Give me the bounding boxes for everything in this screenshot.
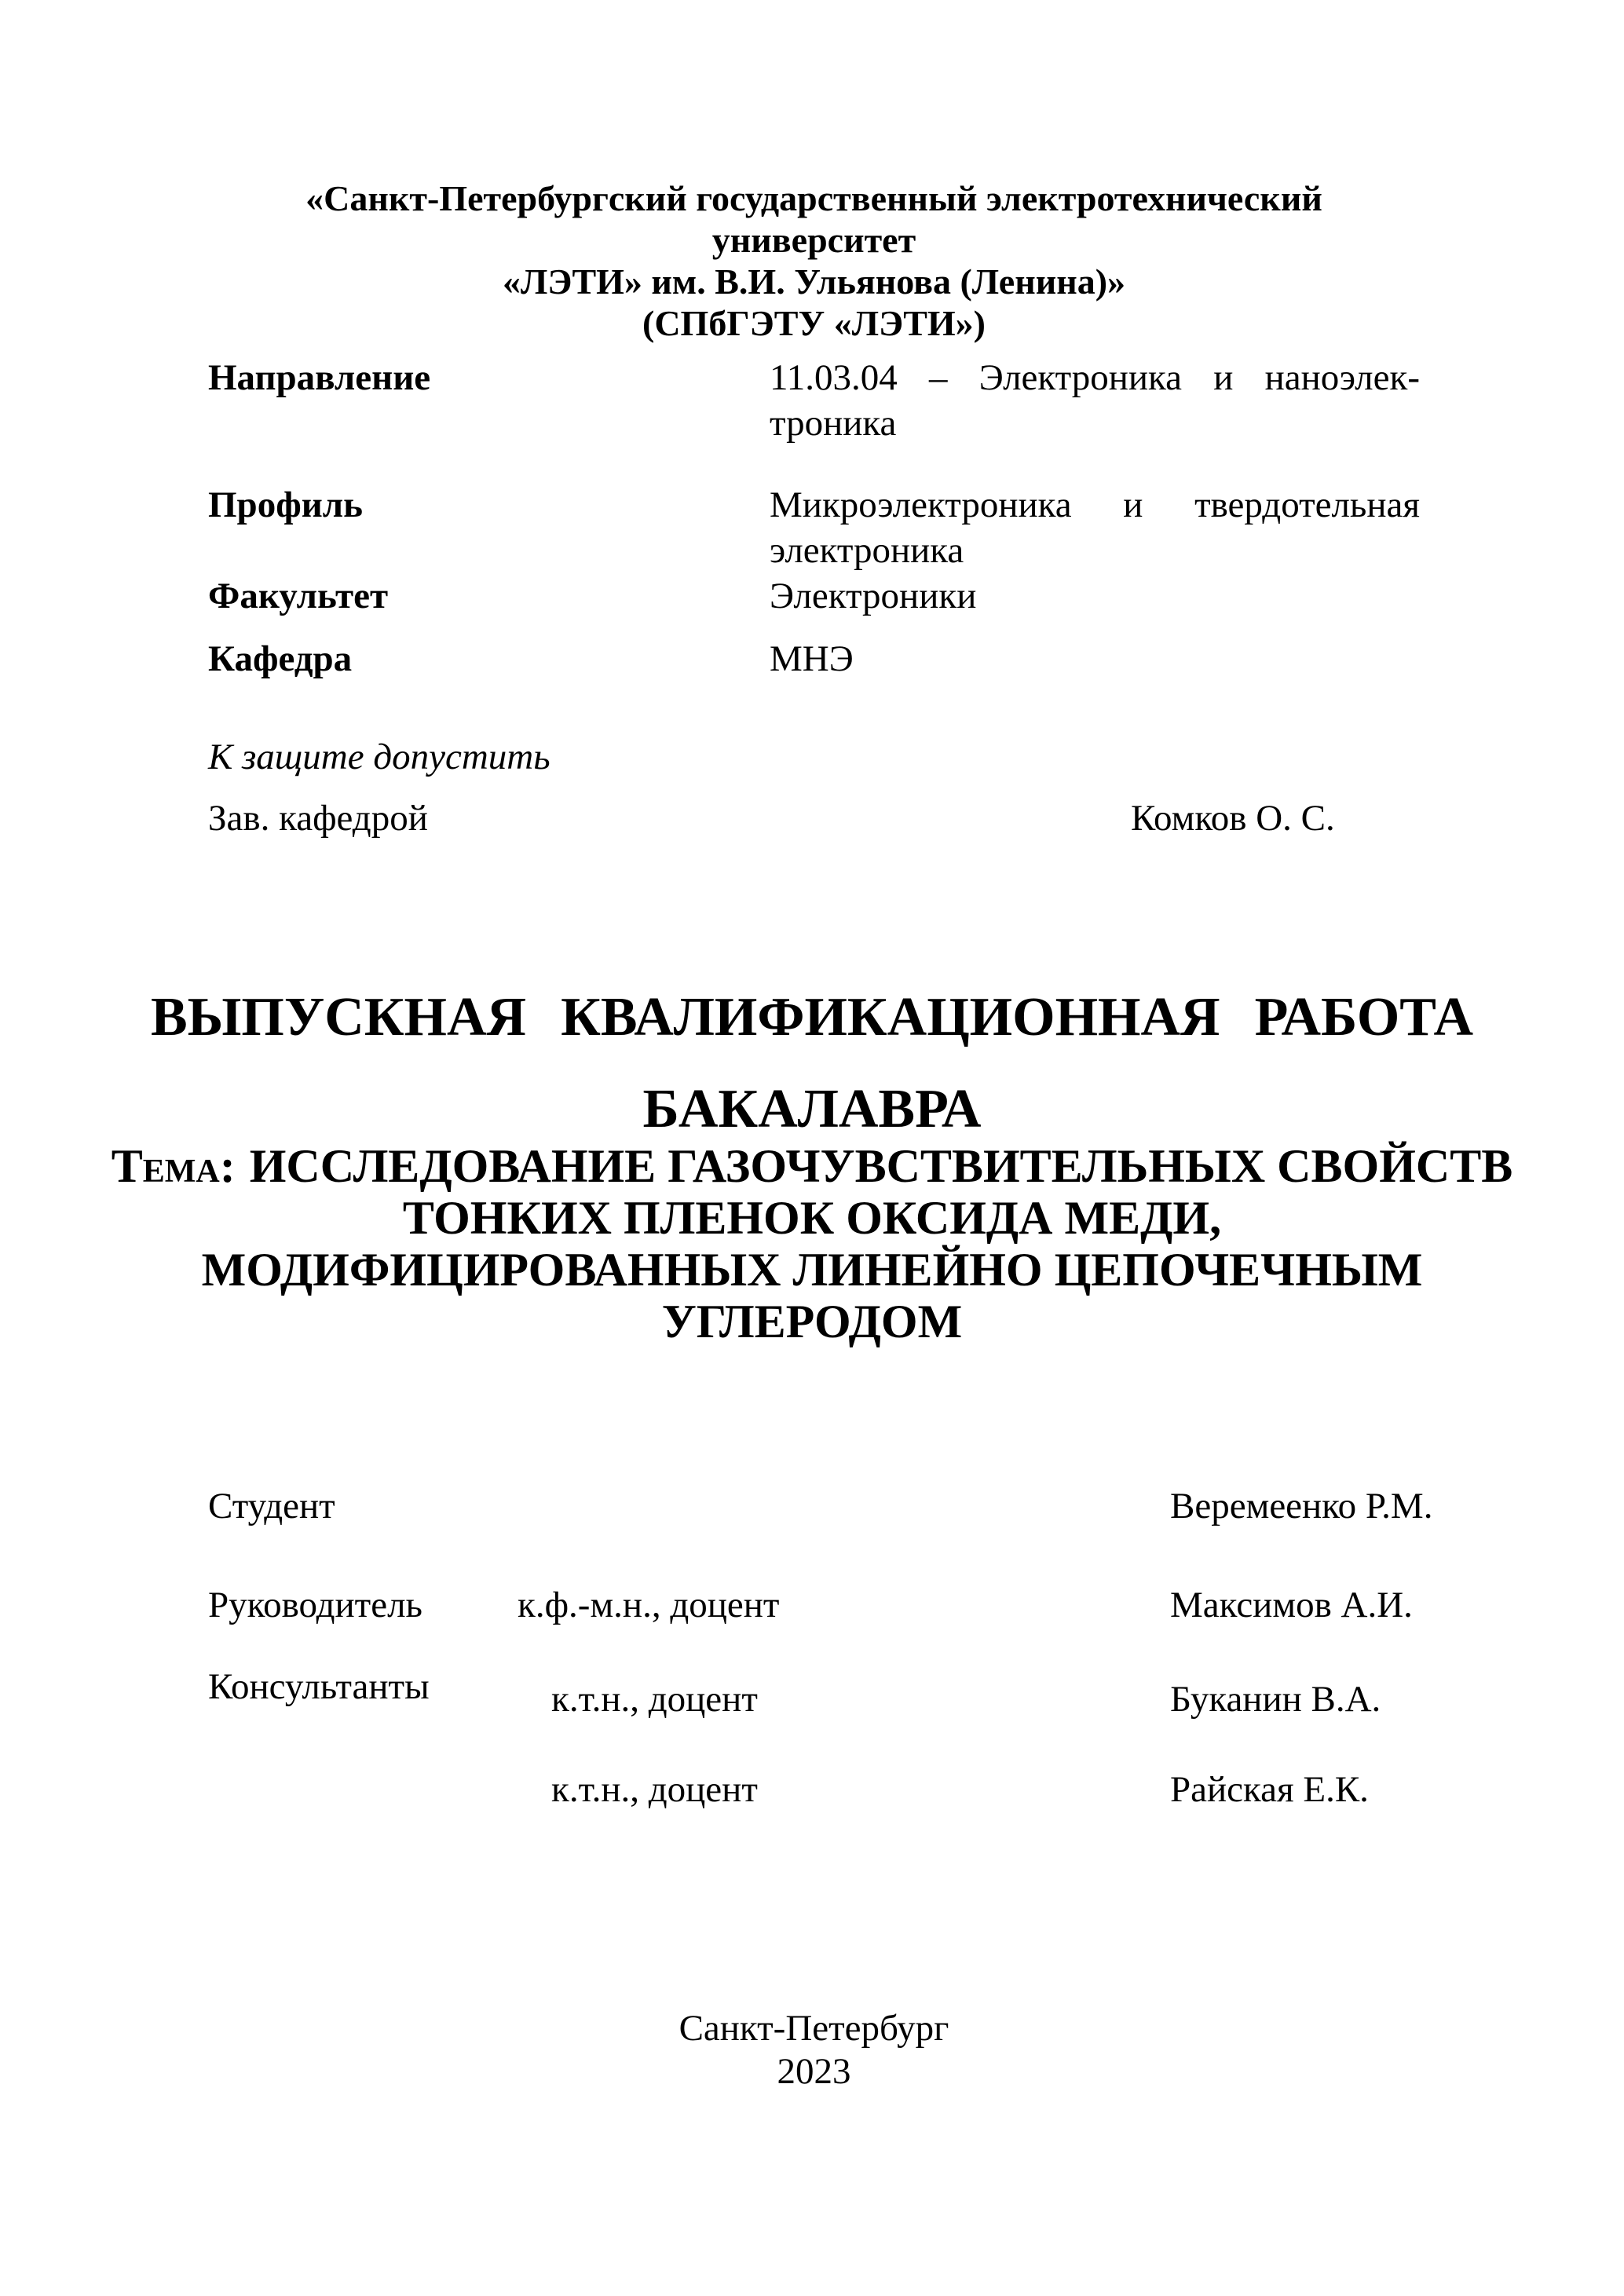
theme-section (0, 1140, 1624, 1347)
field-row-profile (208, 482, 1420, 573)
department-label: Кафедра (208, 638, 353, 679)
university-name-line-1: «Санкт-Петербургский государственный электротехнический университет (305, 178, 1322, 260)
student-name: Веремеенко Р.М. (1170, 1486, 1433, 1526)
supervisor-name: Максимов А.И. (1170, 1585, 1413, 1625)
footer-section (208, 2007, 1420, 2093)
consultants-role-label: Консультанты (208, 1666, 430, 1707)
work-title-section (0, 984, 1624, 1143)
theme-line-2: ТОНКИХ ПЛЕНОК ОКСИДА МЕДИ, (402, 1192, 1222, 1244)
footer-year: 2023 (777, 2051, 851, 2092)
profile-label: Профиль (208, 484, 364, 525)
department-value: МНЭ (770, 638, 854, 679)
field-row-faculty (208, 573, 1420, 619)
profile-value-line-1: Микроэлектроника и твердотельная (770, 484, 1420, 525)
department-head-name: Комков О. С. (1131, 798, 1335, 839)
direction-value (770, 355, 1420, 446)
program-fields-section (208, 355, 1420, 682)
direction-value-line-2: троника (770, 403, 897, 444)
work-title-line-2: БАКАЛАВРА (642, 1079, 982, 1139)
theme-text-line-1: ИССЛЕДОВАНИЕ ГАЗОЧУВСТВИТЕЛЬНЫХ СВОЙСТВ (249, 1140, 1513, 1192)
student-role-label: Студент (208, 1486, 335, 1526)
signatures-section (208, 1483, 1480, 1812)
direction-value-line-1: 11.03.04 – Электроника и наноэлек- (770, 357, 1420, 398)
footer-city: Санкт-Петербург (678, 2008, 949, 2049)
university-header (208, 177, 1420, 344)
theme-line-1 (0, 1140, 1624, 1192)
theme-line-3: МОДИФИЦИРОВАННЫХ ЛИНЕЙНО ЦЕПОЧЕЧНЫМ (201, 1244, 1423, 1296)
admission-section (208, 734, 1420, 841)
work-title-line-1: ВЫПУСКНАЯ КВАЛИФИКАЦИОННАЯ РАБОТА (150, 987, 1474, 1047)
supervisor-degree: к.ф.-м.н., доцент (518, 1585, 780, 1625)
signature-row-student (208, 1483, 1480, 1529)
theme-label: Тема: (111, 1140, 236, 1192)
profile-value (770, 482, 1420, 573)
faculty-label: Факультет (208, 576, 389, 616)
profile-value-line-2: электроника (770, 530, 964, 571)
consultant-1-name: Буканин В.А. (1170, 1679, 1381, 1720)
signature-row-consultant-2 (208, 1767, 1480, 1812)
university-name-line-2: «ЛЭТИ» им. В.И. Ульянова (Ленина)» (502, 261, 1126, 302)
university-abbreviation: (СПбГЭТУ «ЛЭТИ») (642, 303, 986, 343)
admission-note: К защите допустить (208, 737, 550, 777)
field-row-department (208, 636, 1420, 682)
supervisor-role-label: Руководитель (208, 1585, 422, 1625)
signature-row-supervisor (208, 1582, 1480, 1628)
direction-label: Направление (208, 357, 431, 398)
consultant-2-name: Райская Е.К. (1170, 1769, 1369, 1810)
faculty-value: Электроники (770, 576, 977, 616)
student-degree (518, 1483, 1170, 1529)
admission-signature-row (208, 795, 1420, 841)
field-row-direction (208, 355, 1420, 446)
consultant-2-degree: к.т.н., доцент (551, 1769, 758, 1810)
theme-line-4: УГЛЕРОДОМ (661, 1296, 963, 1347)
consultant-2-role-label (208, 1767, 518, 1812)
consultant-1-degree: к.т.н., доцент (551, 1679, 758, 1720)
signature-row-consultant-1 (208, 1666, 1480, 1722)
department-head-label: Зав. кафедрой (208, 798, 428, 839)
